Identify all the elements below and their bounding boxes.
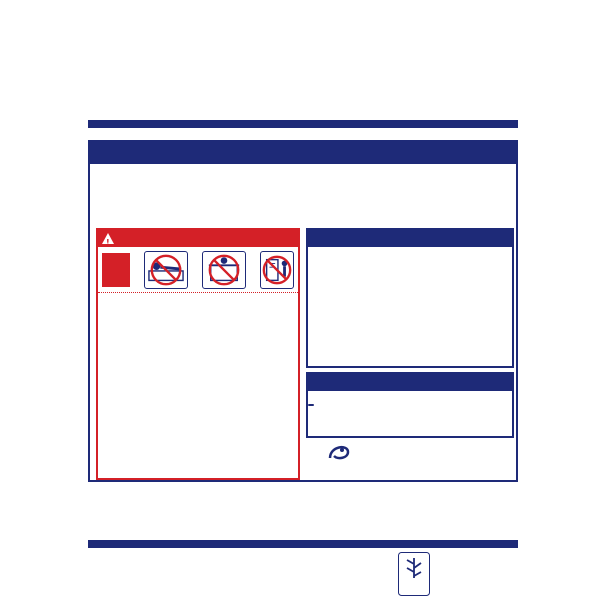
warning-list [98,293,298,296]
warning-triangle-icon [102,233,114,244]
usage-precautions-panel [88,140,518,482]
no-use-badge [102,253,130,287]
consult-phone [308,397,316,412]
product-specs [90,164,516,167]
warning-header [98,230,298,247]
usage-precautions-header [90,142,516,164]
no-sleeping-icon [144,251,188,289]
storage-header [308,374,512,391]
manufacturer-block [308,440,516,482]
storage-list [308,391,512,393]
storage-method-box [306,372,514,438]
st-logo-icon [326,440,352,464]
prohibited-pictograms [98,247,298,293]
bottom-divider-bar [88,540,518,548]
no-kotatsu-icon [202,251,246,289]
top-divider-bar [88,120,518,128]
fsc-logo-icon [398,552,430,596]
low-temp-burn-warning-box [96,228,300,480]
no-heater-icon [260,251,294,289]
freedial-icon [308,404,314,406]
handling-header [308,230,512,247]
handling-list [308,247,512,250]
handling-precautions-box [306,228,514,368]
